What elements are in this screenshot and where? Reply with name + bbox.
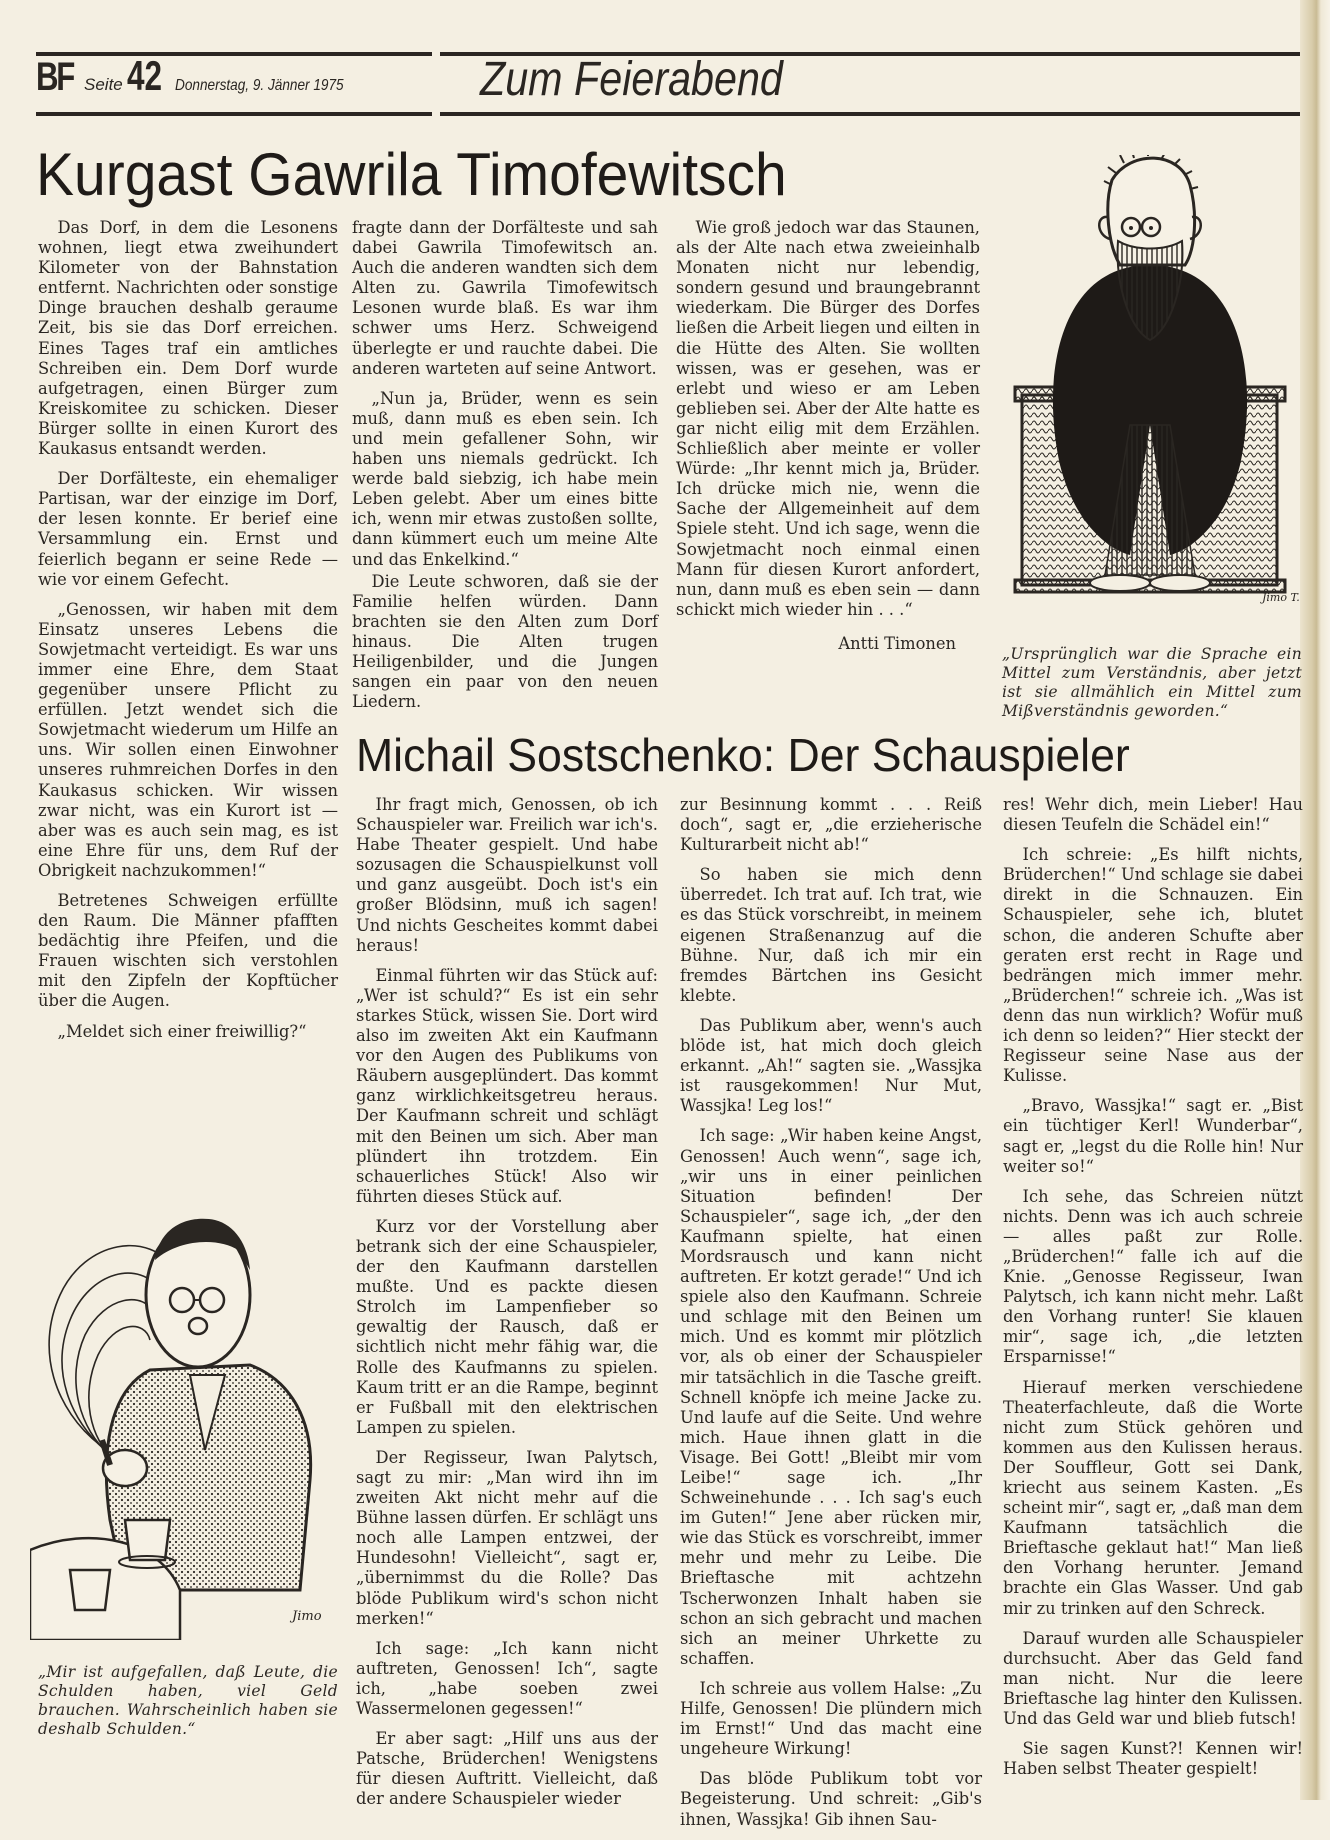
old-bearded-man-cartoon-icon bbox=[1000, 155, 1300, 605]
paragraph: Darauf wurden alle Schauspieler durchsucht. Aber das Geld fand man nicht. Nur die leere Brieftasche lag hinter den Kulissen. Und das Geld war und blieb futsch! bbox=[1003, 1628, 1303, 1729]
cartoon-bottom-caption: „Mir ist aufgefallen, daß Leute, die Schulden haben, viel Geld brauchen. Wahrscheinlich haben sie deshalb Schulden.“ bbox=[38, 1663, 338, 1738]
newspaper-logo: BF bbox=[36, 55, 73, 99]
paragraph: „Bravo, Wassjka!“ sagt er. „Bist ein tüchtiger Kerl! Wunderbar“, sagt er, „legst du die Rolle hin! Nur weiter so!“ bbox=[1003, 1096, 1303, 1176]
paragraph: Ihr fragt mich, Genossen, ob ich Schauspieler war. Freilich war ich's. Habe Theater gespielt. Und habe sozusagen die Schauspielkunst voll und ganz ausgeübt. Doch ist's ein großer Blödsinn, muß ich sagen! Und nichts Gescheites kommt dabei heraus! bbox=[356, 795, 658, 955]
svg-text:Jimo T.: Jimo T. bbox=[1262, 591, 1300, 604]
article2-column-3 bbox=[1003, 795, 1303, 1789]
svg-text:Jimo: Jimo bbox=[292, 1609, 322, 1624]
paragraph: res! Wehr dich, mein Lieber! Hau diesen Teufeln die Schädel ein!“ bbox=[1003, 795, 1303, 835]
article1-column-1 bbox=[38, 218, 338, 1052]
article1-column-3 bbox=[676, 218, 980, 664]
article2-column-2 bbox=[680, 795, 982, 1840]
paragraph: Einmal führten wir das Stück auf: „Wer ist schuld?“ Es ist ein sehr starkes Stück, wissen Sie. Dort wird also im zweiten Akt ein Kaufmann vor den Augen des Publikums von Räubern ausgeplündert. Das kommt ganz wirklichkeitsgetreu heraus. Der Kaufmann schreit und schlägt mit den Beinen um sich. Aber man plündert ihn trotzdem. Ein schauerliches Stück! Also wir führten dieses Stück auf. bbox=[356, 965, 658, 1206]
author-byline: Antti Timonen bbox=[838, 633, 956, 653]
cartoon-top-caption: „Ursprünglich war die Sprache ein Mittel zum Verständnis, aber jetzt ist sie allmählich ein Mittel zum Mißverständnis geworden.“ bbox=[1002, 645, 1302, 720]
man-with-pipe-and-coffee-cartoon-icon bbox=[30, 1120, 340, 1640]
paragraph: Ich sage: „Wir haben keine Angst, Genossen! Auch wenn“, sage ich, „wir uns in einer peinlichen Situation befinden! Der Schauspieler“, sage ich, „der den Kaufmann spielte, hat einen Mordsrausch und kann nicht auftreten. Er kotzt gerade!“ Und ich spiele also den Kaufmann. Schreie und schlage mit den Beinen um mich. Und es kommt mir plötzlich vor, als ob einer der Schauspieler mir tatsächlich in die Tasche greift. Schnell knöpfe ich meine Jacke zu. Und laufe auf die Seite. Und wehre mich. Haue ihnen glatt in die Visage. Bei Gott! „Bleibt mir vom Leibe!“ sage ich. „Ihr Schweinehunde . . . Ich sag's euch im Guten!“ Jene aber rücken mir, wie das Stück es vorschreibt, immer mehr und mehr zu Leibe. Die Brieftasche mit achtzehn Tscherwonzen Inhalt haben sie schon an sich gebracht und machen sich an meiner Uhrkette zu schaffen. bbox=[680, 1126, 982, 1668]
paragraph: Wie groß jedoch war das Staunen, als der Alte nach etwa zweieinhalb Monaten nicht nur lebendig, sondern gesund und braungebrannt wiederkam. Die Bürger des Dorfes ließen die Arbeit liegen und eilten in die Hütte des Alten. Sie wollten wissen, was er gesehen, was er erlebt und wieso er am Leben geblieben sei. Aber der Alte hatte es gar nicht eilig mit dem Erzählen. Schließlich aber meinte er voller Würde: „Ihr kennt mich ja, Brüder. Ich drücke mich nie, wenn die Sache der Allgemeinheit auf dem Spiele steht. Und ich sage, wenn die Sowjetmacht noch einmal einen Mann für diesen Kurort anfordert, nun, dann muß es eben sein — dann schickt mich wieder hin . . .“ bbox=[676, 218, 980, 619]
paragraph: Der Regisseur, Iwan Palytsch, sagt zu mir: „Man wird ihn im zweiten Akt nicht mehr auf die Bühne lassen dürfen. Er schlägt uns noch alle Lampen entzwei, der Hundesohn! Vielleicht“, sagt er, „übernimmst du die Rolle? Das blöde Publikum wird's schon nicht merken!“ bbox=[356, 1447, 658, 1628]
article2-headline: Michail Sostschenko: Der Schauspieler bbox=[356, 729, 1130, 781]
paragraph: „Nun ja, Brüder, wenn es sein muß, dann muß es eben sein. Ich und mein gefallener Sohn, wir haben uns niemals gedrückt. Ich werde bald siebzig, ich habe mein Leben gelebt. Aber um eines bitte ich, wenn mir etwas zustoßen sollte, dann kümmert euch um meine Alte und das Enkelkind.“ bbox=[352, 388, 658, 569]
page-binding-edge bbox=[1300, 0, 1330, 1800]
paragraph: Ich schreie aus vollem Halse: „Zu Hilfe, Genossen! Die plündern mich im Ernst!“ Und das macht eine ungeheure Wirkung! bbox=[680, 1678, 982, 1759]
paragraph: „Genossen, wir haben mit dem Einsatz unseres Lebens die Sowjetmacht verteidigt. Es war uns immer eine Ehre, dem Staat gegenüber unsere Pflicht zu erfüllen. Jetzt wendet sich die Sowjetmacht wiederum um Hilfe an uns. Wir sollen einen Einwohner unseres ruhmreichen Dorfes in den Kaukasus schicken. Wir wissen zwar nicht, was ein Kurort ist — aber was es auch sein mag, es ist eine Ehre für uns, dem Ruf der Obrigkeit nachzukommen!“ bbox=[38, 599, 338, 880]
masthead-rule-bottom bbox=[36, 112, 432, 116]
article1-column-2 bbox=[352, 218, 658, 722]
paragraph: Kurz vor der Vorstellung aber betrank sich der eine Schauspieler, der den Kaufmann darstellen mußte. Und es packte diesen Strolch im Lampenfieber so gewaltig der Rausch, daß er sichtlich nicht mehr fähig war, die Rolle des Kaufmanns zu spielen. Kaum tritt er an die Rampe, beginnt er Fußball mit den elektrischen Lampen zu spielen. bbox=[356, 1216, 658, 1437]
paragraph: Das blöde Publikum tobt vor Begeisterung. Und schreit: „Gib's ihnen, Wassjka! Gib ihnen Sau- bbox=[680, 1769, 982, 1829]
paragraph: Ich sage: „Ich kann nicht auftreten, Genossen! Ich“, sagte ich, „habe soeben zwei Wassermelonen gegessen!“ bbox=[356, 1638, 658, 1719]
masthead bbox=[36, 52, 385, 112]
paragraph: Das Dorf, in dem die Lesonens wohnen, liegt etwa zweihundert Kilometer von der Bahnstation entfernt. Nachrichten oder sonstige Dinge brauchen deshalb geraume Zeit, bis sie das Dorf erreichen. Eines Tages traf ein amtliches Schreiben ein. Dem Dorf wurde aufgetragen, einen Bürger zum Kreiskomitee zu schicken. Dieser Bürger sollte in einen Kurort des Kaukasus entsandt werden. bbox=[38, 218, 338, 459]
paragraph: Das Publikum aber, wenn's auch blöde ist, hat mich doch gleich erkannt. „Ah!“ sagten sie. „Wassjka ist rausgekommen! Nur Mut, Wassjka! Leg los!“ bbox=[680, 1015, 982, 1116]
paragraph: „Meldet sich einer freiwillig?“ bbox=[57, 1021, 307, 1041]
paragraph: Die Leute schworen, daß sie der Familie helfen würden. Dann brachten sie den Alten zum Dorf hinaus. Die Alten trugen Heiligenbilder, und die Jungen sangen ein paar von den neuen Liedern. bbox=[352, 571, 658, 712]
paragraph: Er aber sagt: „Hilf uns aus der Patsche, Brüderchen! Wenigstens für diesen Auftritt. Vielleicht, daß der andere Schauspieler wieder bbox=[356, 1729, 658, 1809]
paragraph: Der Dorfälteste, ein ehemaliger Partisan, war der einzige im Dorf, der lesen konnte. Er berief eine Versammlung ein. Ernst und feierlich begann er seine Rede — wie vor einem Gefecht. bbox=[38, 469, 338, 589]
masthead-rule-bottom-right bbox=[440, 112, 1300, 116]
section-title: Zum Feierabend bbox=[480, 53, 783, 106]
page-label: Seite bbox=[84, 75, 123, 94]
paragraph: zur Besinnung kommt . . . Reiß doch“, sagt er, „die erzieherische Kulturarbeit nicht ab!“ bbox=[680, 795, 982, 855]
paragraph: fragte dann der Dorfälteste und sah dabei Gawrila Timofewitsch an. Auch die anderen wandten sich dem Alten zu. Gawrila Timofewitsch Lesonen wurde blaß. Es war ihm schwer ums Herz. Schweigend überlegte er und rauchte dabei. Die anderen warteten auf seine Antwort. bbox=[352, 218, 658, 378]
page-number: 42 bbox=[126, 52, 162, 99]
paragraph: Hierauf merken verschiedene Theaterfachleute, daß die Worte nicht zum Stück gehören und kommen aus den Kulissen heraus. Der Souffleur, Gott sei Dank, kriecht aus seinem Kasten. „Es scheint mir“, sagt er, „daß man dem Kaufmann tatsächlich die Brieftasche geklaut hat!“ Man ließ den Vorhang herunter. Jemand brachte ein Glas Wasser. Und gab mir zu trinken auf den Schreck. bbox=[1003, 1377, 1303, 1618]
paragraph: Sie sagen Kunst?! Kennen wir! Haben selbst Theater gespielt! bbox=[1003, 1739, 1303, 1779]
paragraph: So haben sie mich denn überredet. Ich trat auf. Ich trat, wie es das Stück vorschreibt, in meinem eigenen Straßenanzug auf die Bühne. Nur, daß ich mir ein fremdes Bärtchen ins Gesicht klebte. bbox=[680, 865, 982, 1005]
article2-column-1 bbox=[356, 795, 658, 1820]
article1-headline: Kurgast Gawrila Timofewitsch bbox=[36, 141, 787, 208]
paragraph: Ich sehe, das Schreien nützt nichts. Denn was ich auch schreie — alles paßt zur Rolle. „Brüderchen!“ falle ich auf die Knie. „Genosse Regisseur, Iwan Palytsch, ich kann nicht mehr. Laßt den Vorhang runter! Sie klauen mir“, sage ich, „die letzten Ersparnisse!“ bbox=[1003, 1186, 1303, 1367]
issue-date: Donnerstag, 9. Jänner 1975 bbox=[174, 77, 344, 94]
paragraph: Ich schreie: „Es hilft nichts, Brüderchen!“ Und schlage sie dabei direkt in die Schnauzen. Ein Schauspieler, sehe ich, blutet schon, die anderen Schufte aber geraten erst recht in Rage und bedrängen mich immer mehr. „Brüderchen!“ schreie ich. „Was ist denn das nun wirklich? Wofür muß ich denn so leiden?“ Hier steckt der Regisseur seine Nase aus der Kulisse. bbox=[1003, 845, 1303, 1086]
paragraph: Betretenes Schweigen erfüllte den Raum. Die Männer pfafften bedächtig ihre Pfeifen, und die Frauen wischten sich verstohlen mit den Zipfeln der Kopftücher über die Augen. bbox=[38, 891, 338, 1011]
